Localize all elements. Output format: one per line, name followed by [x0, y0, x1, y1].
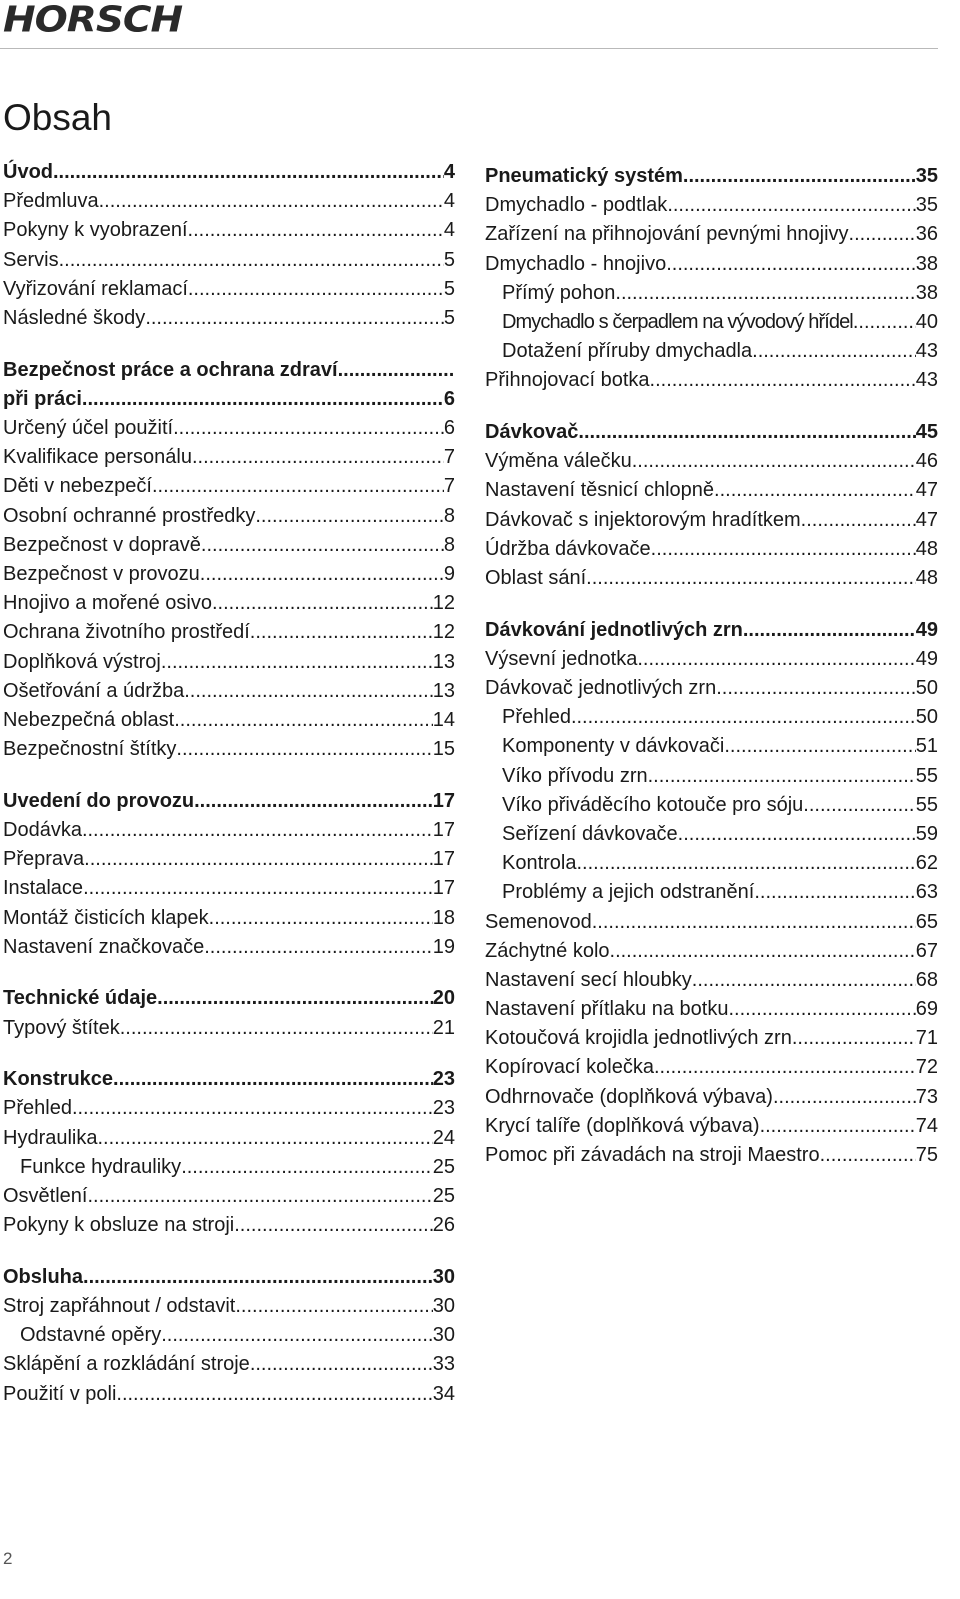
- toc-entry-label: Dávkovač: [485, 421, 579, 443]
- toc-leader-dots: [577, 849, 916, 878]
- toc-entry-label: Funkce hydrauliky: [20, 1155, 182, 1178]
- toc-entry-prihnojovaci-botka[interactable]: [485, 366, 938, 395]
- toc-left-column: [3, 158, 455, 1409]
- toc-entry-page: 49: [915, 647, 938, 670]
- toc-entry-page: 7: [443, 446, 455, 469]
- toc-leader-dots: [338, 356, 455, 385]
- toc-entry-label: Oblast sání: [485, 566, 587, 589]
- toc-entry-page: 30: [432, 1324, 455, 1347]
- toc-entry-osvetleni[interactable]: [3, 1182, 455, 1211]
- toc-entry-label: při práci: [3, 387, 82, 410]
- toc-leader-dots: [152, 472, 444, 501]
- toc-leader-dots: [173, 414, 444, 443]
- toc-entry-label: Kontrola: [502, 852, 577, 875]
- toc-entry-nasledne-skody[interactable]: [3, 304, 455, 333]
- toc-entry-kotoucova-krojidla-jednotlivych-zrn[interactable]: [485, 1024, 938, 1053]
- toc-entry-typovy-stitek[interactable]: [3, 1014, 455, 1043]
- toc-entry-label: Dotažení příruby dmychadla: [502, 340, 753, 363]
- toc-entry-page: 13: [432, 650, 455, 673]
- toc-leader-dots: [209, 904, 433, 933]
- toc-entry-label: Technické údaje: [3, 987, 158, 1010]
- toc-entry-primy-pohon[interactable]: [485, 279, 938, 308]
- toc-entry-page: 47: [915, 508, 938, 531]
- toc-entry-page: 65: [915, 910, 938, 933]
- toc-entry-viko-privadeciho-kotouce-pro-soju[interactable]: [485, 791, 938, 820]
- toc-entry-page: 74: [915, 1114, 938, 1137]
- toc-entry-page: 6: [443, 417, 455, 439]
- toc-entry-label: Víko přívodu zrn: [502, 764, 648, 787]
- toc-entry-label: Kopírovací kolečka: [485, 1056, 654, 1079]
- toc-entry-kvalifikace-personalu[interactable]: [3, 443, 455, 472]
- toc-entry-label: Údržba dávkovače: [485, 537, 651, 560]
- toc-entry-label: Bezpečnost práce a ochrana zdraví: [3, 358, 338, 381]
- toc-entry-page: 15: [432, 738, 455, 761]
- toc-entry-label: Doplňková výstroj: [3, 650, 161, 673]
- toc-entry-deti-v-nebezpeci[interactable]: [3, 472, 455, 501]
- toc-entry-page: 4: [443, 219, 455, 242]
- toc-entry-label: Dmychadlo - podtlak: [485, 194, 668, 217]
- toc-entry-pouziti-v-poli[interactable]: [3, 1380, 455, 1409]
- toc-entry-label: Instalace: [3, 877, 84, 900]
- toc-entry-label: Dodávka: [3, 818, 82, 841]
- header-rule: [0, 48, 938, 49]
- toc-entry-label: Nastavení těsnicí chlopně: [485, 479, 715, 502]
- toc-leader-dots: [200, 560, 444, 589]
- toc-leader-dots: [648, 762, 916, 791]
- toc-entry-page: 72: [915, 1056, 938, 1079]
- toc-entry-page: 24: [432, 1126, 455, 1149]
- toc-leader-dots: [637, 645, 915, 674]
- toc-right-column: [485, 162, 938, 1170]
- toc-entry-label: Předmluva: [3, 190, 99, 213]
- toc-leader-dots: [192, 443, 444, 472]
- toc-entry-pneumaticky-system[interactable]: [485, 162, 938, 191]
- toc-entry-page: 23: [432, 1068, 455, 1091]
- toc-entry-zachytne-kolo[interactable]: [485, 937, 938, 966]
- toc-entry-page: 75: [915, 1144, 938, 1166]
- toc-entry-nastaveni-seci-hloubky[interactable]: [485, 966, 938, 995]
- toc-entry-udrzba-davkovace[interactable]: [485, 535, 938, 564]
- toc-entry-servis[interactable]: [3, 246, 455, 275]
- toc-leader-dots: [235, 1292, 432, 1321]
- toc-entry-dodavka[interactable]: [3, 816, 455, 845]
- toc-entry-page: 8: [443, 504, 455, 527]
- toc-entry-bezpecnost-v-doprave[interactable]: [3, 531, 455, 560]
- toc-entry-technicke-udaje[interactable]: [3, 984, 455, 1013]
- toc-entry-page: 51: [915, 735, 938, 758]
- toc-entry-page: 17: [432, 818, 455, 841]
- toc-entry-davkovac-jednotlivych-zrn[interactable]: [485, 674, 938, 703]
- toc-entry-label: Ošetřování a údržba: [3, 679, 185, 702]
- toc-entry-nastaveni-tesnici-chlopne[interactable]: [485, 476, 938, 505]
- toc-leader-dots: [181, 1153, 433, 1182]
- toc-entry-preprava[interactable]: [3, 845, 455, 874]
- toc-leader-dots: [59, 246, 444, 275]
- toc-entry-page: 47: [915, 479, 938, 502]
- toc-leader-dots: [188, 216, 444, 245]
- toc-leader-dots: [632, 447, 916, 476]
- toc-entry-page: 36: [915, 223, 938, 246]
- toc-entry-page: 5: [443, 277, 455, 300]
- toc-entry-label: Krycí talíře (doplňková výbava): [485, 1114, 760, 1137]
- toc-leader-dots: [760, 1112, 916, 1141]
- toc-leader-dots: [201, 531, 444, 560]
- toc-entry-komponenty-v-davkovaci[interactable]: [485, 732, 938, 761]
- toc-entry-label: Přehled: [502, 706, 571, 729]
- toc-entry-oblast-sani[interactable]: [485, 564, 938, 593]
- toc-entry-problemy-a-jejich-odstraneni[interactable]: [485, 878, 938, 907]
- toc-entry-serizeni-davkovace[interactable]: [485, 820, 938, 849]
- toc-entry-label: Nastavení přítlaku na botku: [485, 998, 729, 1021]
- toc-entry-label: Stroj zapřáhnout / odstavit: [3, 1295, 236, 1318]
- toc-entry-label: Osobní ochranné prostředky: [3, 504, 256, 527]
- toc-entry-nebezpecna-oblast[interactable]: [3, 706, 455, 735]
- toc-entry-page: 19: [432, 935, 455, 958]
- toc-entry-pokyny-k-obsluze-na-stroji[interactable]: [3, 1211, 455, 1240]
- toc-entry-label: Hnojivo a mořené osivo: [3, 592, 212, 615]
- toc-leader-dots: [234, 1211, 433, 1240]
- toc-leader-dots: [184, 677, 433, 706]
- toc-entry-label: Hydraulika: [3, 1126, 98, 1149]
- toc-entry-page: 14: [432, 708, 455, 731]
- toc-entry-page: 25: [432, 1185, 455, 1207]
- toc-entry-label: Přihnojovací botka: [485, 369, 650, 392]
- toc-leader-dots: [212, 589, 433, 618]
- toc-entry-page: 55: [915, 793, 938, 816]
- toc-entry-page: 12: [432, 621, 455, 644]
- toc-entry-prehled[interactable]: [3, 1094, 455, 1123]
- toc-leader-dots: [650, 366, 916, 395]
- toc-leader-dots: [801, 506, 916, 535]
- toc-entry-label: Výsevní jednotka: [485, 647, 638, 670]
- toc-entry-label: Kotoučová krojidla jednotlivých zrn: [485, 1027, 792, 1050]
- toc-entry-label: Typový štítek: [3, 1016, 120, 1039]
- toc-entry-label: Osvětlení: [3, 1185, 88, 1207]
- toc-entry-label: Dmychadlo - hnojivo: [485, 252, 667, 275]
- toc-entry-page: 50: [915, 677, 938, 699]
- toc-leader-dots: [174, 706, 433, 735]
- toc-entry-page: 30: [432, 1265, 455, 1288]
- toc-leader-dots: [743, 616, 916, 645]
- toc-entry-nastaveni-znackovace[interactable]: [3, 933, 455, 962]
- toc-entry-page: 12: [432, 592, 455, 615]
- toc-leader-dots: [84, 845, 433, 874]
- toc-entry-label: Ochrana životního prostředí: [3, 621, 250, 644]
- toc-leader-dots: [250, 1350, 433, 1379]
- toc-entry-obsluha[interactable]: [3, 1263, 455, 1292]
- toc-entry-label: Obsluha: [3, 1265, 84, 1288]
- toc-entry-page: 4: [443, 161, 455, 183]
- page-title: Obsah: [3, 97, 113, 138]
- toc-entry-page: 46: [915, 450, 938, 473]
- toc-entry-page: 7: [443, 475, 455, 498]
- toc-entry-urceny-ucel-pouziti[interactable]: [3, 414, 455, 443]
- toc-entry-funkce-hydrauliky[interactable]: [3, 1153, 455, 1182]
- toc-entry-page: 45: [915, 421, 938, 443]
- toc-leader-dots: [820, 1141, 916, 1170]
- toc-entry-predmluva[interactable]: [3, 187, 455, 216]
- toc-entry-page: 63: [915, 881, 938, 904]
- toc-entry-label: Pokyny k vyobrazení: [3, 219, 188, 242]
- toc-entry-page: 17: [432, 848, 455, 871]
- toc-leader-dots: [752, 337, 916, 366]
- toc-entry-page: 67: [915, 939, 938, 962]
- toc-leader-dots: [714, 476, 916, 505]
- toc-leader-dots: [803, 791, 915, 820]
- toc-leader-dots: [683, 162, 916, 191]
- toc-entry-osetrovani-a-udrzba[interactable]: [3, 677, 455, 706]
- toc-entry-page: 26: [432, 1214, 455, 1237]
- toc-leader-dots: [654, 1053, 916, 1082]
- toc-entry-label: Montáž čisticích klapek: [3, 906, 209, 929]
- toc-entry-page: 35: [915, 165, 938, 187]
- toc-leader-dots: [99, 187, 444, 216]
- toc-entry-label: Konstrukce: [3, 1068, 114, 1091]
- toc-entry-page: 25: [432, 1155, 455, 1178]
- toc-entry-dmychadlo-s-cerpadlem-na-vyvodovy-hridel[interactable]: [485, 308, 938, 337]
- toc-entry-page: 55: [915, 764, 938, 787]
- toc-entry-hnojivo-a-morene-osivo[interactable]: [3, 589, 455, 618]
- toc-leader-dots: [592, 908, 916, 937]
- toc-entry-label: Víko přiváděcího kotouče pro sóju: [502, 793, 804, 816]
- toc-entry-pokyny-k-vyobrazeni[interactable]: [3, 216, 455, 245]
- toc-entry-dmychadlo-podtlak[interactable]: [485, 191, 938, 220]
- toc-entry-label: Přímý pohon: [502, 281, 616, 304]
- toc-entry-zarizeni-na-prihnojovani-pevnymi-hnojivy[interactable]: [485, 220, 938, 249]
- toc-entry-davkovac-s-injektorovym-hraditkem[interactable]: [485, 506, 938, 535]
- toc-entry-label: Záchytné kolo: [485, 939, 610, 962]
- toc-entry-montaz-cisticich-klapek[interactable]: [3, 904, 455, 933]
- toc-entry-page: 48: [915, 537, 938, 560]
- toc-entry-label: Problémy a jejich odstranění: [502, 881, 755, 904]
- toc-leader-dots: [849, 220, 916, 249]
- toc-leader-dots: [161, 648, 433, 677]
- toc-entry-label: Dmychadlo s čerpadlem na vývodový hřídel: [502, 310, 853, 333]
- toc-entry-label: Bezpečnostní štítky: [3, 738, 177, 761]
- toc-entry-label: Přehled: [3, 1097, 72, 1120]
- toc-entry-page: 23: [432, 1097, 455, 1120]
- toc-entry-uvedeni-do-provozu[interactable]: [3, 787, 455, 816]
- toc-entry-label: Vyřizování reklamací: [3, 277, 188, 300]
- toc-leader-dots: [97, 1124, 432, 1153]
- toc-entry-bezpecnost-v-provozu[interactable]: [3, 560, 455, 589]
- toc-entry-page: 21: [432, 1016, 455, 1039]
- toc-entry-davkovac[interactable]: [485, 418, 938, 447]
- toc-entry-konstrukce[interactable]: [3, 1065, 455, 1094]
- toc-entry-bezpecnost-prace-a-ochrana-zdravi[interactable]: [3, 356, 455, 414]
- toc-entry-page: 9: [443, 562, 455, 585]
- toc-entry-label: Použití v poli: [3, 1382, 117, 1405]
- toc-leader-dots: [82, 816, 433, 845]
- toc-entry-label: Pomoc při závadách na stroji Maestro: [485, 1144, 820, 1166]
- toc-entry-page: 20: [432, 987, 455, 1010]
- toc-entry-kryci-talire-doplnkova-vybava[interactable]: [485, 1112, 938, 1141]
- toc-leader-dots: [161, 1321, 433, 1350]
- toc-entry-label: Odstavné opěry: [20, 1324, 162, 1347]
- toc-leader-dots: [678, 820, 916, 849]
- toc-leader-dots: [194, 787, 433, 816]
- toc-entry-label: Výměna válečku: [485, 450, 632, 473]
- toc-entry-page: 49: [915, 618, 938, 641]
- toc-entry-bezpecnostni-stitky[interactable]: [3, 735, 455, 764]
- toc-leader-dots: [586, 564, 916, 593]
- toc-entry-kontrola[interactable]: [485, 849, 938, 878]
- toc-entry-page: 13: [432, 679, 455, 702]
- toc-entry-page: 34: [432, 1382, 455, 1405]
- toc-entry-label: Nastavení značkovače: [3, 935, 205, 958]
- toc-entry-page: 69: [915, 998, 938, 1021]
- toc-entry-label: Přeprava: [3, 848, 85, 871]
- toc-leader-dots: [113, 1065, 433, 1094]
- toc-entry-page: 68: [915, 968, 938, 991]
- toc-leader-dots: [615, 279, 915, 308]
- toc-entry-label: Pokyny k obsluze na stroji: [3, 1214, 235, 1237]
- toc-leader-dots: [578, 418, 915, 447]
- toc-leader-dots: [724, 732, 915, 761]
- horsch-logo: HORSCH: [3, 0, 183, 41]
- toc-leader-dots: [120, 1014, 433, 1043]
- toc-entry-nastaveni-pritlaku-na-botku[interactable]: [485, 995, 938, 1024]
- toc-entry-vymena-valecku[interactable]: [485, 447, 938, 476]
- page-number: 2: [3, 1549, 13, 1568]
- toc-entry-label: Odhrnovače (doplňková výbava): [485, 1085, 773, 1108]
- toc-leader-dots: [188, 275, 444, 304]
- toc-entry-semenovod[interactable]: [485, 908, 938, 937]
- toc-entry-label: Dávkovač s injektorovým hradítkem: [485, 508, 801, 531]
- toc-entry-page: 38: [915, 252, 938, 275]
- toc-entry-page: 38: [915, 281, 938, 304]
- toc-entry-dotazeni-priruby-dmychadla[interactable]: [485, 337, 938, 366]
- toc-leader-dots: [87, 1182, 432, 1211]
- toc-entry-label: Pneumatický systém: [485, 165, 683, 187]
- toc-entry-prehled[interactable]: [485, 703, 938, 732]
- toc-leader-dots: [610, 937, 916, 966]
- toc-leader-dots: [667, 191, 915, 220]
- toc-entry-kopirovaci-kolecka[interactable]: [485, 1053, 938, 1082]
- toc-entry-page: 33: [432, 1353, 455, 1376]
- toc-leader-dots: [83, 874, 433, 903]
- toc-entry-label: Úvod: [3, 161, 53, 183]
- toc-leader-dots: [773, 1083, 916, 1112]
- toc-entry-label: Seřízení dávkovače: [502, 822, 678, 845]
- toc-entry-label: Děti v nebezpečí: [3, 475, 152, 498]
- toc-leader-dots: [82, 385, 444, 414]
- toc-leader-dots: [204, 933, 433, 962]
- toc-entry-page: 35: [915, 194, 938, 217]
- toc-leader-dots: [571, 703, 916, 732]
- toc-entry-label: Bezpečnost v dopravě: [3, 533, 201, 556]
- toc-entry-doplnkova-vystroj[interactable]: [3, 648, 455, 677]
- toc-entry-page: 30: [432, 1295, 455, 1318]
- toc-entry-page: 73: [915, 1085, 938, 1108]
- toc-entry-instalace[interactable]: [3, 874, 455, 903]
- toc-leader-dots: [716, 674, 916, 703]
- toc-entry-page: 59: [915, 822, 938, 845]
- toc-entry-uvod[interactable]: [3, 158, 455, 187]
- toc-entry-viko-privodu-zrn[interactable]: [485, 762, 938, 791]
- toc-entry-dmychadlo-hnojivo[interactable]: [485, 250, 938, 279]
- toc-entry-vyrizovani-reklamaci[interactable]: [3, 275, 455, 304]
- toc-leader-dots: [176, 735, 432, 764]
- toc-entry-page: 43: [915, 369, 938, 392]
- toc-entry-hydraulika[interactable]: [3, 1124, 455, 1153]
- toc-leader-dots: [651, 535, 916, 564]
- toc-leader-dots: [250, 618, 433, 647]
- toc-leader-dots: [72, 1094, 433, 1123]
- toc-entry-stroj-zaprahnout-odstavit[interactable]: [3, 1292, 455, 1321]
- toc-entry-label: Dávkování jednotlivých zrn: [485, 618, 743, 641]
- toc-leader-dots: [145, 304, 444, 333]
- toc-entry-label: Nastavení secí hloubky: [485, 968, 692, 991]
- toc-leader-dots: [754, 878, 915, 907]
- toc-leader-dots: [853, 308, 916, 337]
- toc-entry-label: Kvalifikace personálu: [3, 446, 192, 469]
- toc-leader-dots: [157, 984, 433, 1013]
- toc-entry-vysevni-jednotka[interactable]: [485, 645, 938, 674]
- toc-entry-label: Následné škody: [3, 306, 146, 329]
- toc-entry-pomoc-pri-zavadach-na-stroji-maestro[interactable]: [485, 1141, 938, 1170]
- toc-entry-page: 17: [432, 789, 455, 812]
- toc-entry-page: 48: [915, 566, 938, 589]
- toc-entry-label: Dávkovač jednotlivých zrn: [485, 677, 717, 699]
- toc-entry-osobni-ochranne-prostredky[interactable]: [3, 502, 455, 531]
- toc-entry-label: Servis: [3, 248, 59, 271]
- toc-entry-label: Zařízení na přihnojování pevnými hnojivy: [485, 223, 849, 246]
- toc-entry-label: Uvedení do provozu: [3, 789, 195, 812]
- toc-entry-odhrnovace-doplnkova-vybava[interactable]: [485, 1083, 938, 1112]
- toc-leader-dots: [53, 158, 444, 187]
- toc-entry-davkovani-jednotlivych-zrn[interactable]: [485, 616, 938, 645]
- toc-entry-page: 8: [443, 533, 455, 556]
- toc-entry-page: 43: [915, 340, 938, 363]
- toc-entry-label: Sklápění a rozkládání stroje: [3, 1353, 250, 1376]
- toc-entry-page: 40: [915, 310, 938, 333]
- toc-leader-dots: [116, 1380, 432, 1409]
- toc-entry-page: 4: [443, 190, 455, 213]
- toc-entry-page: 5: [443, 248, 455, 271]
- toc-entry-page: 50: [915, 706, 938, 729]
- toc-entry-sklapeni-a-rozkladani-stroje[interactable]: [3, 1350, 455, 1379]
- toc-entry-ochrana-zivotniho-prostredi[interactable]: [3, 618, 455, 647]
- toc-entry-odstavne-opery[interactable]: [3, 1321, 455, 1350]
- toc-leader-dots: [728, 995, 915, 1024]
- toc-entry-label: Nebezpečná oblast: [3, 708, 175, 731]
- toc-entry-page: 62: [915, 852, 938, 875]
- toc-entry-page: 18: [432, 906, 455, 929]
- toc-leader-dots: [666, 250, 916, 279]
- toc-leader-dots: [692, 966, 916, 995]
- toc-leader-dots: [83, 1263, 433, 1292]
- toc-leader-dots: [255, 502, 444, 531]
- toc-entry-page: 5: [443, 306, 455, 329]
- toc-entry-label: Komponenty v dávkovači: [502, 735, 725, 758]
- toc-entry-page: 71: [915, 1027, 938, 1050]
- toc-entry-label: Semenovod: [485, 910, 592, 933]
- toc-entry-page: 17: [432, 877, 455, 900]
- toc-leader-dots: [792, 1024, 916, 1053]
- toc-entry-page: 6: [443, 387, 455, 410]
- toc-entry-label: Bezpečnost v provozu: [3, 562, 200, 585]
- toc-entry-label: Určený účel použití: [3, 417, 174, 439]
